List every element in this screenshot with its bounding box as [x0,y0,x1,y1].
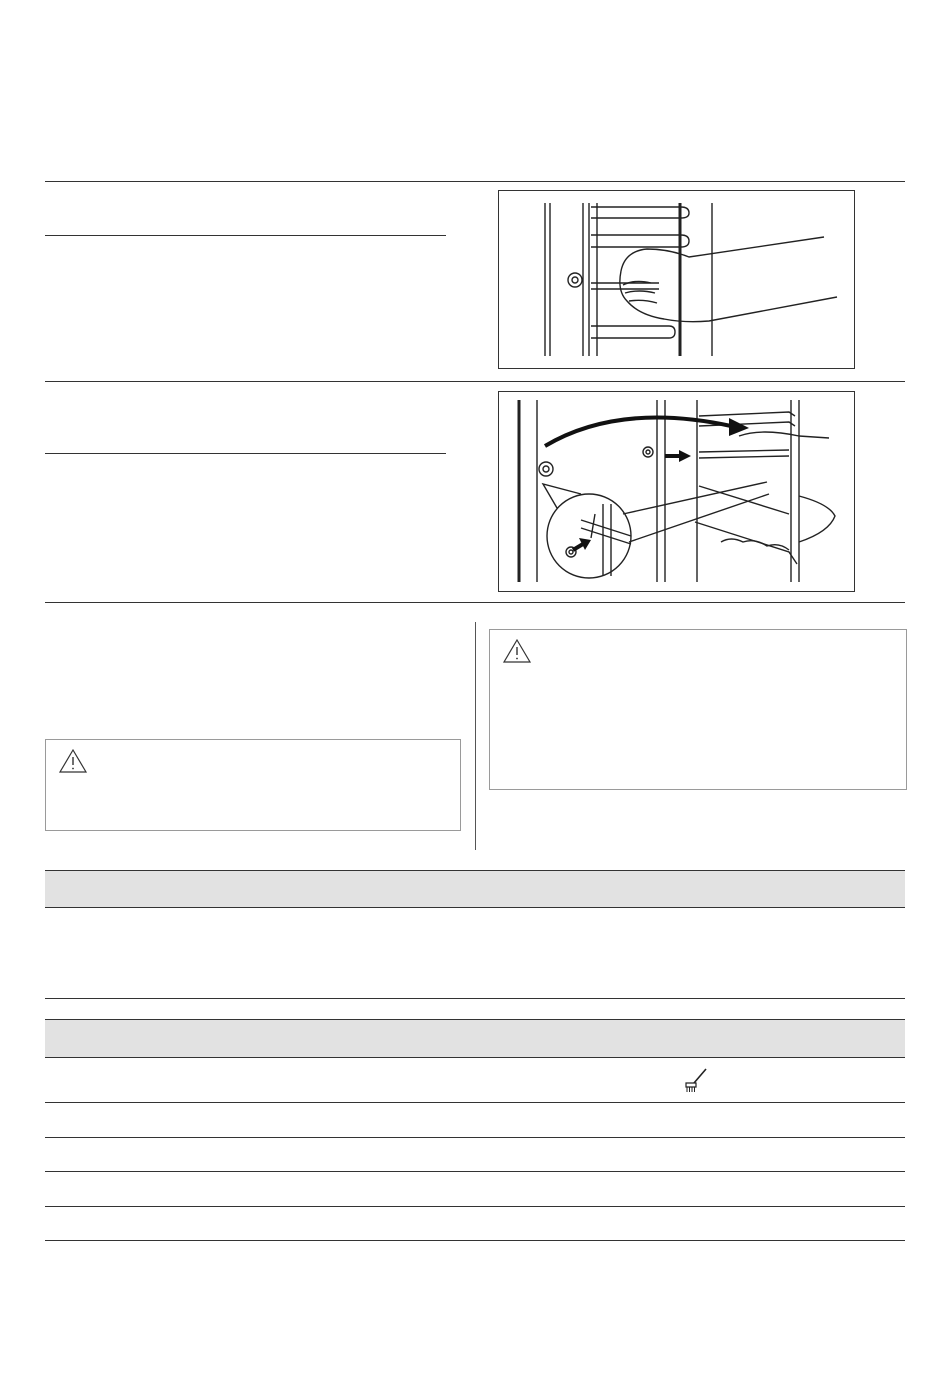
table-row [45,1137,905,1138]
section-rule-2 [45,381,905,382]
cleaning-brush-icon [682,1067,710,1095]
column-divider [475,622,476,850]
shelf-support-installation-illustration [499,392,854,591]
step-rule-1 [45,235,446,236]
warning-triangle-icon [502,638,532,664]
table-row [45,998,905,999]
table-header-1 [45,870,905,908]
table-row [45,1240,905,1241]
figure-remove-shelf-support [498,190,855,369]
warning-triangle-icon [58,748,88,774]
figure-install-shelf-support [498,391,855,592]
section-rule-3 [45,602,905,603]
step-rule-2 [45,453,446,454]
table-row [45,1102,905,1103]
table-row [45,1206,905,1207]
warning-box-right [489,629,907,790]
section-rule-top [45,181,905,182]
hand-pulling-shelf-support-illustration [499,191,854,368]
table-row [45,1171,905,1172]
table-header-2 [45,1019,905,1058]
warning-box-left [45,739,461,831]
